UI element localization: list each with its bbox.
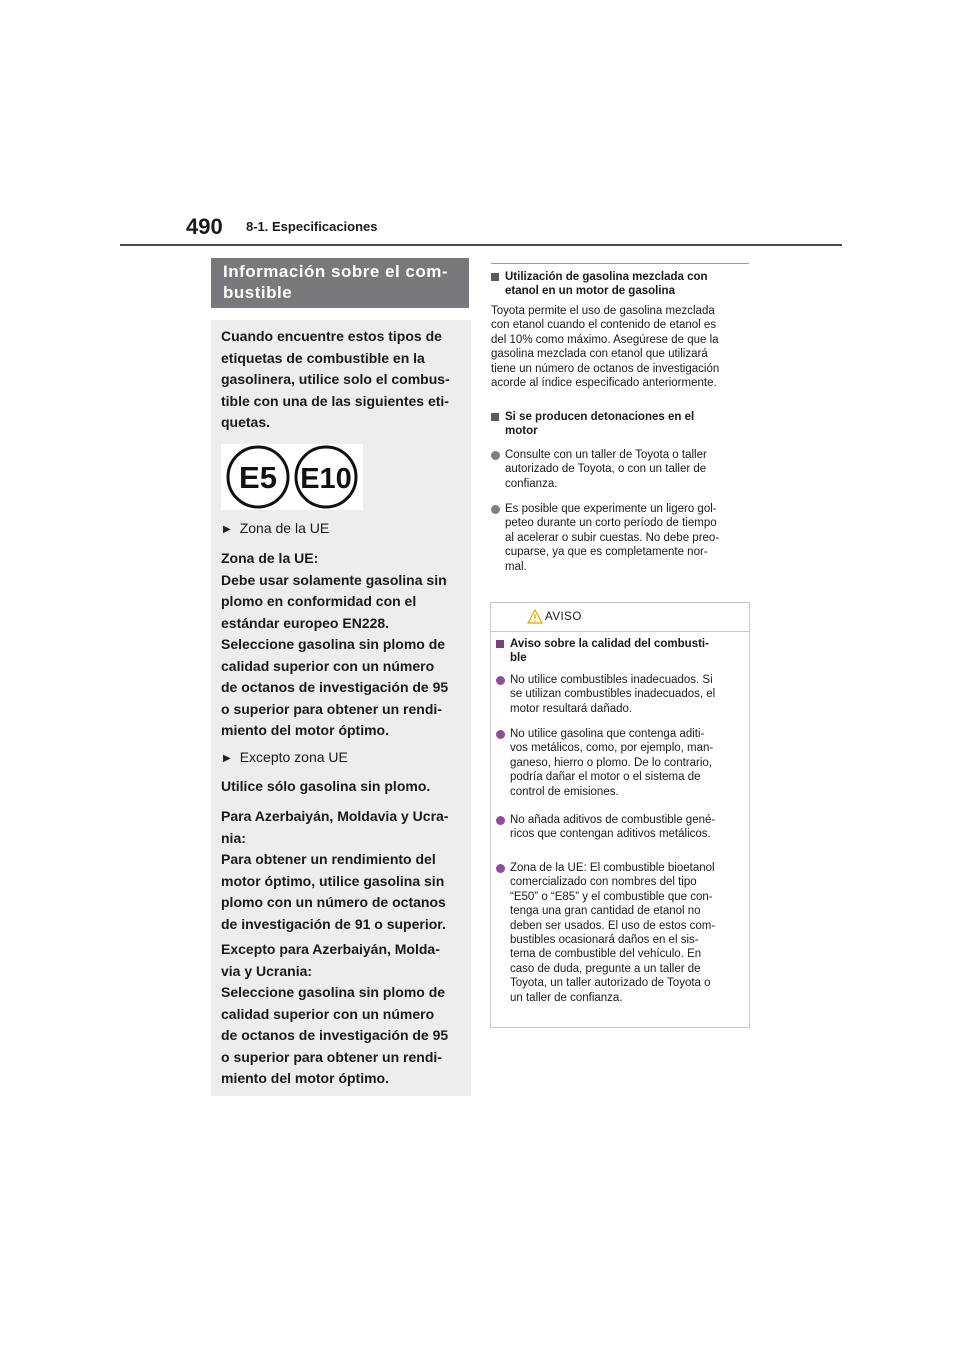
text-line: Para Azerbaiyán, Moldavia y Ucra- — [221, 808, 449, 824]
caution-bullet-1 — [496, 673, 746, 716]
text-line: Toyota, un taller autorizado de Toyota o — [510, 977, 711, 990]
knock-bullet-1 — [491, 448, 753, 491]
text-line: “E50” o “E85” y el combustible que con- — [510, 890, 713, 903]
text-line: Utilización de gasolina mezclada con — [505, 271, 708, 283]
caution-bullet-4 — [496, 861, 746, 1005]
caution-title-row — [491, 603, 749, 631]
text-line: Seleccione gasolina sin plomo de — [221, 636, 446, 652]
text-line: Consulte con un taller de Toyota o taller — [505, 449, 707, 461]
e5-label-text: E5 — [239, 460, 277, 495]
triangle-right-icon: ▶ — [223, 753, 231, 764]
square-bullet-icon — [496, 640, 504, 648]
round-bullet-icon — [491, 505, 500, 514]
text-line: gasolinera, utilice solo el combus- — [221, 371, 450, 387]
text-line: No añada aditivos de combustible gené- — [510, 814, 716, 826]
square-bullet-icon — [491, 413, 499, 421]
text-line: plomo con un número de octanos — [221, 894, 446, 910]
right-column-rule — [491, 263, 749, 264]
text-line: Aviso sobre la calidad del combusti- — [510, 638, 709, 650]
eu-zone-text — [221, 548, 469, 742]
text-line: con etanol cuando el contenido de etanol es — [491, 319, 717, 332]
non-eu-text-1: Utilice sólo gasolina sin plomo. — [221, 778, 431, 794]
text-line: al acelerar o subir cuestas. No debe preo- — [505, 531, 720, 544]
text-line: etiquetas de combustible en la — [221, 349, 425, 366]
fuel-info-title-line: bustible — [223, 283, 293, 302]
text-line: Es posible que experimente un ligero gol- — [505, 503, 717, 515]
text-line: tible con una de las siguientes eti- — [221, 392, 449, 409]
text-line: podría dañar el motor o el sistema de — [510, 771, 701, 784]
round-bullet-icon — [496, 676, 505, 685]
text-line: via y Ucrania: — [221, 962, 313, 979]
text-line: de octanos de investigación de 95 — [221, 679, 449, 695]
text-line: ble — [510, 652, 527, 664]
text-line: del 10% como máximo. Asegúrese de que la — [491, 333, 719, 346]
non-eu-text-3 — [221, 939, 469, 1090]
text-line: confianza. — [505, 477, 558, 490]
text-line: Cuando encuentre estos tipos de — [221, 328, 442, 344]
header-rule — [120, 244, 842, 246]
text-line: etanol en un motor de gasolina — [505, 285, 675, 297]
eu-zone-heading — [223, 520, 329, 536]
text-line: acorde al índice especificado anteriormente. — [491, 377, 717, 390]
round-bullet-icon — [496, 816, 505, 825]
caution-bullet-2 — [496, 727, 746, 799]
fuel-info-title — [211, 258, 469, 308]
text-line: vos metálicos, como, por ejemplo, man- — [510, 742, 714, 755]
knock-bullet-2 — [491, 502, 753, 574]
text-line: caso de duda, pregunte a un taller de — [510, 962, 701, 975]
ethanol-text — [491, 304, 753, 390]
text-line: Zona de la UE: El combustible bioetanol — [510, 862, 715, 874]
non-eu-heading-text: Excepto zona UE — [239, 749, 348, 765]
text-line: Seleccione gasolina sin plomo de — [221, 984, 446, 1000]
text-line: Zona de la UE: — [221, 550, 319, 566]
fuel-labels — [221, 444, 363, 510]
text-line: o superior para obtener un rendi- — [221, 1048, 442, 1065]
square-bullet-icon — [491, 273, 499, 281]
text-line: miento del motor óptimo. — [221, 1070, 389, 1086]
text-line: tema de combustible del vehículo. En — [510, 948, 702, 961]
caution-bullet-3 — [496, 813, 746, 842]
text-line: quetas. — [221, 414, 271, 430]
text-line: Excepto para Azerbaiyán, Molda- — [221, 941, 440, 957]
text-line: Para obtener un rendimiento del — [221, 851, 436, 867]
text-line: motor — [505, 425, 538, 437]
page-number: 490 — [186, 214, 223, 239]
text-line: gasolina mezclada con etanol que utilizará — [491, 348, 708, 361]
eu-zone-heading-text: Zona de la UE — [239, 520, 330, 536]
fuel-labels-graphic — [221, 444, 363, 510]
text-line: estándar europeo EN228. — [221, 614, 390, 631]
round-bullet-icon — [496, 864, 505, 873]
text-line: de investigación de 91 o superior. — [221, 915, 446, 932]
caution-box — [490, 602, 750, 1028]
text-line: autorizado de Toyota, o con un taller de — [505, 463, 707, 476]
caution-heading — [496, 637, 746, 665]
text-line: bustibles ocasionará daños en el sis- — [510, 934, 699, 947]
fuel-info-title-line: Información sobre el com- — [223, 262, 449, 281]
text-line: tiene un número de octanos de investigación — [491, 362, 720, 375]
text-line: cuparse, ya que es completamente nor- — [505, 546, 708, 559]
text-line: peteo durante un corto período de tiempo — [505, 517, 717, 530]
text-line: Toyota permite el uso de gasolina mezclada — [491, 305, 715, 317]
text-line: un taller de confianza. — [510, 991, 623, 1004]
text-line: No utilice gasolina que contenga aditi- — [510, 728, 705, 740]
ethanol-heading — [491, 270, 753, 298]
text-line: deben ser usados. El uso de estos com- — [510, 919, 716, 932]
knock-heading — [491, 410, 753, 438]
text-line: miento del motor óptimo. — [221, 722, 389, 738]
text-line: Si se producen detonaciones en el — [505, 411, 695, 423]
text-line: motor óptimo, utilice gasolina sin — [221, 872, 445, 889]
non-eu-text-2 — [221, 806, 469, 935]
text-line: comercializado con nombres del tipo — [510, 876, 697, 889]
text-line: se utilizan combustibles inadecuados, el — [510, 688, 716, 701]
text-line: motor resultará dañado. — [510, 702, 633, 715]
text-line: mal. — [505, 560, 527, 573]
text-line: ganeso, hierro o plomo. De lo contrario, — [510, 756, 712, 769]
text-line: calidad superior con un número — [221, 1005, 435, 1022]
caution-title-rule — [491, 631, 749, 632]
text-line: calidad superior con un número — [221, 657, 435, 674]
warning-triangle-icon — [527, 609, 543, 624]
text-line: control de emisiones. — [510, 785, 619, 798]
round-bullet-icon — [491, 451, 500, 460]
non-eu-heading — [223, 749, 348, 765]
text-line: Debe usar solamente gasolina sin — [221, 571, 447, 588]
text-line: ricos que contengan aditivos metálicos. — [510, 828, 711, 841]
caution-title: AVISO — [545, 611, 582, 623]
text-line: nia: — [221, 829, 246, 846]
text-line: plomo en conformidad con el — [221, 593, 417, 609]
text-line: tenga una gran cantidad de etanol no — [510, 905, 701, 918]
text-line: o superior para obtener un rendi- — [221, 700, 442, 717]
e10-label-text: E10 — [300, 463, 352, 495]
round-bullet-icon — [496, 730, 505, 739]
triangle-right-icon: ▶ — [223, 524, 231, 535]
intro-text — [221, 326, 465, 434]
section-title: 8-1. Especificaciones — [246, 219, 378, 234]
text-line: de octanos de investigación de 95 — [221, 1027, 449, 1043]
text-line: No utilice combustibles inadecuados. Si — [510, 674, 713, 686]
fuel-info-panel — [211, 320, 471, 1096]
